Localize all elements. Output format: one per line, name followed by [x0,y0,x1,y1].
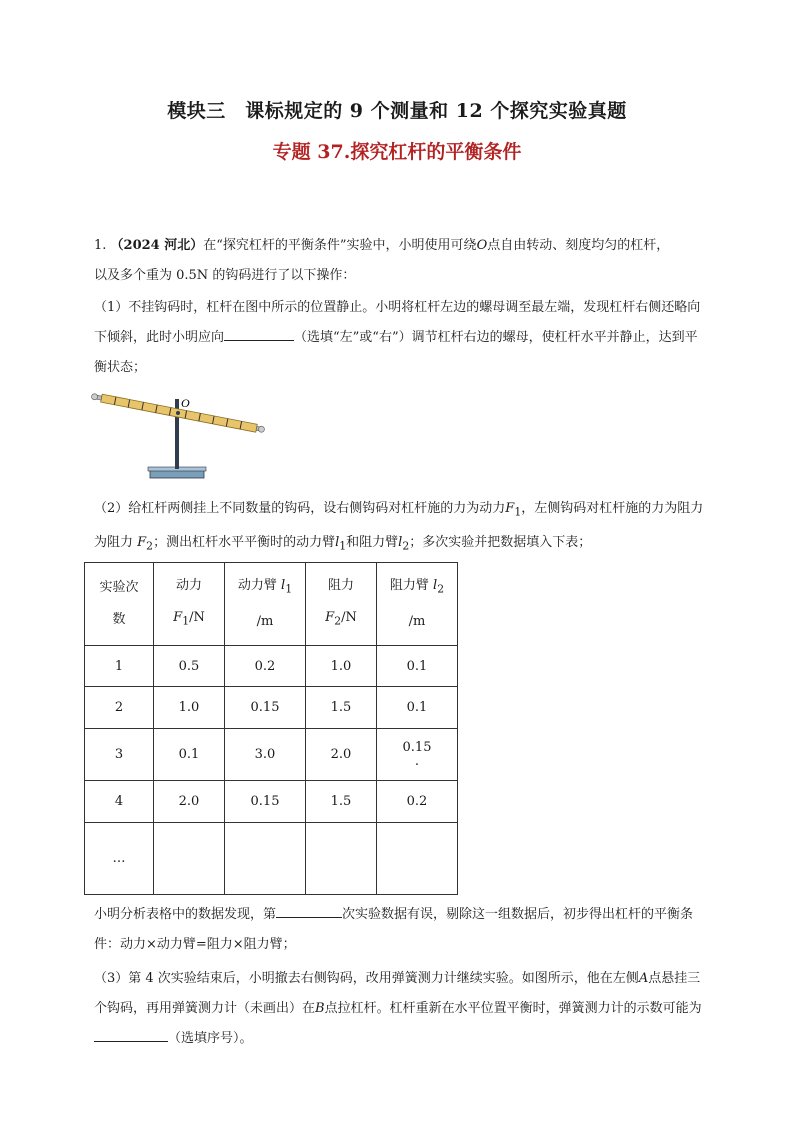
part3-text-a: （3）第 4 次实验结束后，小明撤去右侧钩码，改用弹簧测力计继续实验。如图所示，他在左侧 [94,971,639,986]
answer-blank-1[interactable] [224,326,294,341]
part3-text-d: （选填序号）。 [168,1031,253,1046]
sym-F1: F [505,501,515,516]
question-number: 1. [94,238,107,253]
table-cell [306,823,377,895]
part3-text-b: 点悬挂三个钩码，再用弹簧测力计（未画出）在 [94,971,701,1016]
table-row [85,781,458,823]
question-source: （2024 河北） [110,238,204,253]
table-cell: 0.15 [225,781,306,823]
table-cell: 0.1 [377,687,458,729]
table-cell [154,823,225,895]
question-part-3 [94,964,704,1054]
header-effort-arm: 动力臂 $l_1$ /m [225,563,306,646]
table-cell: 2 [85,687,154,729]
table-row [85,823,458,895]
table-cell: 0.1 [154,729,225,781]
part2-text-e: ；多次实验并把数据填入下表； [409,534,592,550]
part2-text-c: ；测出杠杆水平平衡时的动力臂 [153,534,336,550]
pivot-symbol: O [476,238,488,253]
lever-figure [88,387,268,485]
point-A: A [638,971,649,986]
table-cell: 1.5 [306,687,377,729]
pivot-label: O [181,396,190,410]
table-cell: 0.15 [225,687,306,729]
header-trial: 实验次 数 [85,563,154,646]
page-title: 模块三 课标规定的 9 个测量和 12 个探究实验真题 [167,100,627,122]
analysis-text-a: 小明分析表格中的数据发现，第 [94,907,277,922]
table-cell: 3 [85,729,154,781]
sub-l1: 1 [339,539,347,553]
question-part-1 [94,293,704,383]
point-B: B [315,1001,325,1016]
table-cell: 2.0 [154,781,225,823]
sub-l2: 2 [402,539,410,553]
sym-l1: l [335,534,340,550]
answer-blank-3[interactable] [94,1027,168,1042]
table-cell: 2.0 [306,729,377,781]
table-cell [225,823,306,895]
intro-text-b: 点自由转动、刻度均匀的杠杆， [487,238,670,253]
question-intro [94,231,704,291]
table-cell: … [85,823,154,895]
table-cell: 0.2 [377,781,458,823]
table-cell: 0.15 . [377,729,458,781]
part2-text-d: 和阻力臂 [346,534,399,550]
header-load: 阻力 $F_2/N$ [306,563,377,646]
question-part-2 [94,494,704,561]
table-row [85,646,458,687]
table-cell: 0.1 [377,646,458,687]
sym-l2: l [398,534,403,550]
sub-2: 2 [146,539,154,553]
intro-line-2: 以及多个重为 0.5N 的钩码进行了以下操作： [94,268,356,283]
part2-text: （2）给杠杆两侧挂上不同数量的钩码，设右侧钩码对杠杆施的力为动力 [94,501,506,516]
intro-text: 在“探究杠杆的平衡条件”实验中，小明使用可绕 [203,238,477,253]
table-header-row [85,563,458,646]
table-cell: 1.5 [306,781,377,823]
table-cell [377,823,458,895]
table-row [85,729,458,781]
data-table [84,562,458,895]
analysis-text-b: 次实验数据有误，剔除这一组数据后，初步得出杠杆的平衡条件：动力×动力臂=阻力×阻力臂； [94,907,694,952]
table-cell: 3.0 [225,729,306,781]
table-cell: 0.5 [154,646,225,687]
table-cell: 4 [85,781,154,823]
sym-F2: F [137,534,147,550]
part2-line2: 为阻力 $F_2$ [94,534,154,553]
part1-text: （1）不挂钩码时，杠杆在图中所示的位置静止。小明将杠杆左边的螺母调至最左端，发现杠杆右侧还略向下倾斜，此时小明应向 [94,300,701,345]
part3-text-c: 点拉杠杆。杠杆重新在水平位置平衡时，弹簧测力计的示数可能为 [324,1001,702,1016]
table-cell: 1.0 [306,646,377,687]
table-row [85,687,458,729]
table-cell: 1.0 [154,687,225,729]
part2-text-b: ，左侧钩码对杠杆施的力为阻力 [521,501,704,516]
analysis-text [94,900,704,960]
part1-text-b: （选填“左”或“右”）调节杠杆右边的螺母，使杠杆水平并静止，达到平衡状态； [94,330,698,375]
header-effort: 动力 $F_1/N$ [154,563,225,646]
header-load-arm: 阻力臂 $l_2$ /m [377,563,458,646]
table-cell: 0.2 [225,646,306,687]
table-cell: 1 [85,646,154,687]
answer-blank-2[interactable] [276,903,342,918]
page-subtitle: 专题 37.探究杠杆的平衡条件 [272,141,522,163]
sub-1: 1 [514,505,522,519]
